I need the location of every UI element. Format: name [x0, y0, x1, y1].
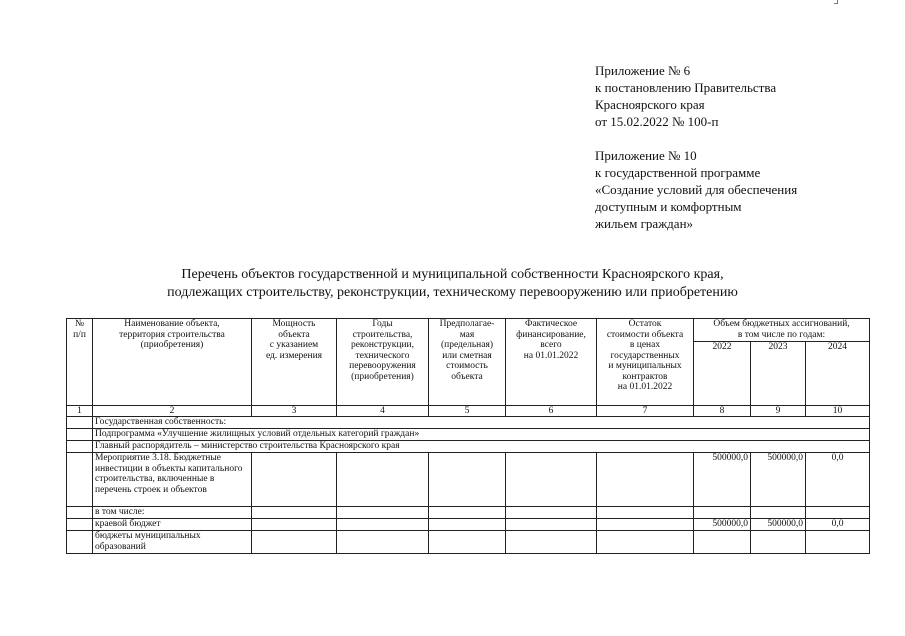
section-row [67, 441, 870, 453]
row-value-2023: 500000,0 [751, 519, 806, 531]
scan-artifact-mark [834, 0, 838, 4]
column-number: 2 [93, 406, 252, 417]
column-number: 8 [694, 406, 751, 417]
header-row-1 [67, 319, 870, 342]
column-number: 7 [597, 406, 694, 417]
appendix-10-line: доступным и комфортным [595, 199, 742, 214]
appendix-10-line: жильем граждан» [595, 216, 694, 231]
appendix-10-line: «Создание условий для обеспечения [595, 182, 798, 197]
table-row [67, 453, 870, 507]
section-row [67, 417, 870, 429]
row-value-2022 [694, 507, 751, 519]
header-year-2022: 2022 [694, 342, 751, 406]
row-value-2023: 500000,0 [751, 453, 806, 507]
header-number: № п/п [67, 319, 93, 406]
row-value-2024: 0,0 [806, 519, 870, 531]
document-title-line-2: подлежащих строительству, реконструкции, техническому перевооружению или приобретению [167, 285, 738, 300]
section-subprogram: Подпрограмма «Улучшение жилищных условий отдельных категорий граждан» [93, 429, 870, 441]
header-year-2023: 2023 [751, 342, 806, 406]
appendix-6-line: к постановлению Правительства [595, 80, 777, 95]
header-estimated-cost: Предполагае- мая (предельная) или сметная стоимость объекта [429, 319, 506, 406]
row-value-2023 [751, 531, 806, 554]
row-name: бюджеты муниципальных образований [93, 531, 252, 554]
appendix-6-line: от 15.02.2022 № 100-п [595, 114, 719, 129]
header-remaining-cost: Остаток стоимости объекта в ценах государственных и муниципальных контрактов на 01.01.2022 [597, 319, 694, 406]
column-number: 3 [252, 406, 337, 417]
column-number-row [67, 406, 870, 417]
table-row [67, 519, 870, 531]
row-value-2023 [751, 507, 806, 519]
appendix-10-line: к государственной программе [595, 165, 761, 180]
column-number: 9 [751, 406, 806, 417]
table-row [67, 507, 870, 519]
header-construction-years: Годы строительства, реконструкции, технического перевооружения (приобретения) [337, 319, 429, 406]
appendix-6-line: Красноярского края [595, 97, 705, 112]
table-row [67, 531, 870, 554]
appendix-10-block [595, 147, 895, 232]
objects-table [66, 318, 870, 554]
column-number: 4 [337, 406, 429, 417]
row-value-2022: 500000,0 [694, 453, 751, 507]
appendix-6-block [595, 62, 895, 130]
row-value-2022: 500000,0 [694, 519, 751, 531]
row-name: краевой бюджет [93, 519, 252, 531]
header-year-2024: 2024 [806, 342, 870, 406]
document-title [60, 266, 845, 302]
section-main-administrator: Главный распорядитель – министерство строительства Красноярского края [93, 441, 870, 453]
column-number: 5 [429, 406, 506, 417]
row-value-2024 [806, 531, 870, 554]
header-object-name: Наименование объекта, территория строительства (приобретения) [93, 319, 252, 406]
row-value-2024: 0,0 [806, 453, 870, 507]
column-number: 10 [806, 406, 870, 417]
column-number: 6 [506, 406, 597, 417]
column-number: 1 [67, 406, 93, 417]
row-value-2024 [806, 507, 870, 519]
section-state-property: Государственная собственность: [93, 417, 870, 429]
section-row [67, 429, 870, 441]
row-name: в том числе: [93, 507, 252, 519]
header-capacity: Мощность объекта с указанием ед. измерения [252, 319, 337, 406]
row-name: Мероприятие 3.18. Бюджетные инвестиции в объекты капитального строительства, включенные в перечень строек и объектов [93, 453, 252, 507]
appendix-6-line: Приложение № 6 [595, 63, 691, 78]
header-actual-financing: Фактическое финансирование, всего на 01.01.2022 [506, 319, 597, 406]
row-value-2022 [694, 531, 751, 554]
header-budget-allocations: Объем бюджетных ассигнований, в том числе по годам: [694, 319, 870, 342]
document-title-line-1: Перечень объектов государственной и муниципальной собственности Красноярского края, [181, 267, 724, 282]
appendix-10-line: Приложение № 10 [595, 148, 697, 163]
